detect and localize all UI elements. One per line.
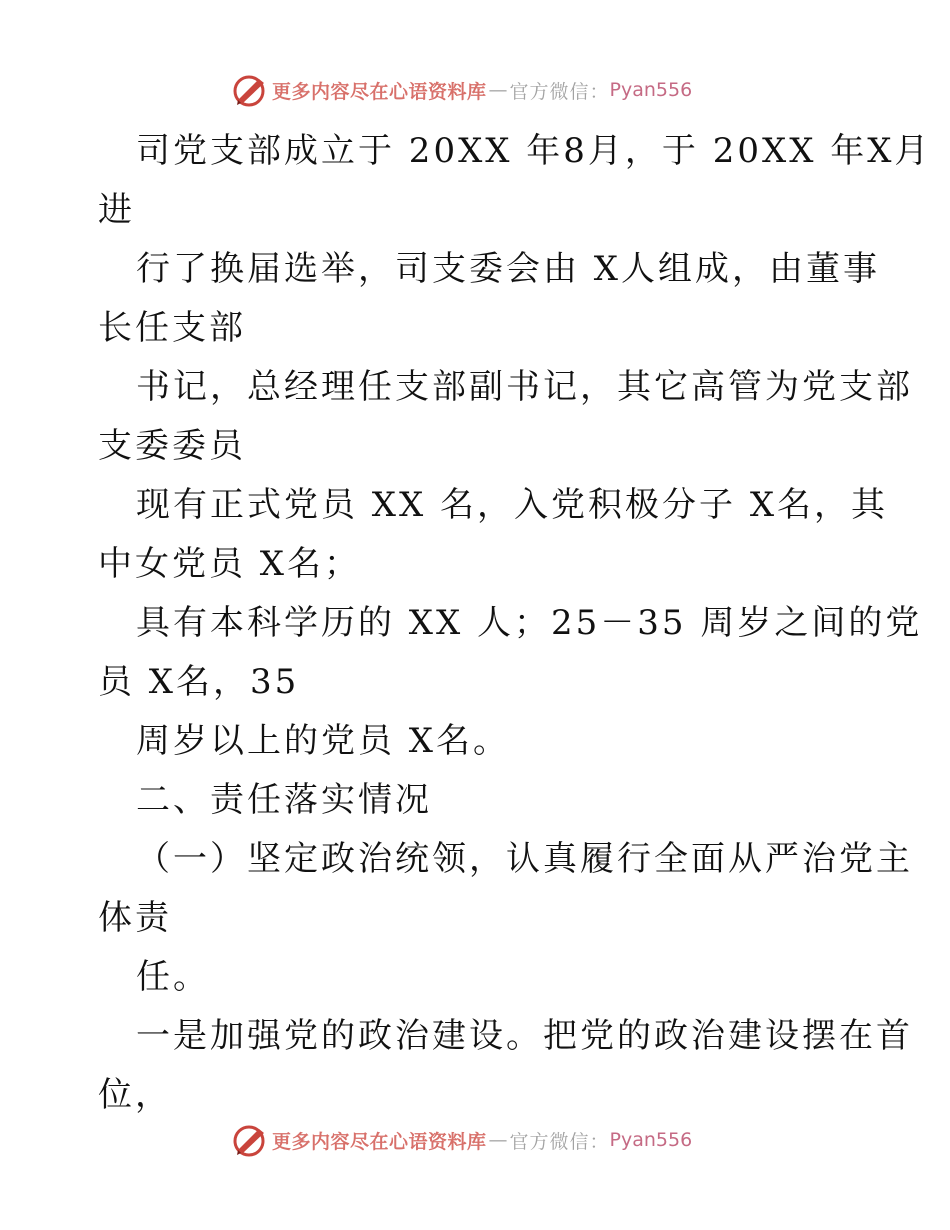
paragraph-continuation: 进 <box>98 190 135 230</box>
paragraph-first-line: 现有正式党员 XX 名，入党积极分子 X名，其 <box>136 485 889 525</box>
paragraph <box>98 240 881 358</box>
section-heading-text: 二、责任落实情况 <box>136 780 432 820</box>
header-banner <box>232 72 692 108</box>
banner-dash: — <box>488 1129 508 1151</box>
paragraph-first-line: 周岁以上的党员 X名。 <box>136 721 511 761</box>
pen-logo-icon <box>232 1122 268 1158</box>
banner-wechat-id: Pyan556 <box>609 79 693 101</box>
paragraph <box>98 1007 913 1125</box>
paragraph-first-line: 具有本科学历的 XX 人；25－35 周岁之间的党 <box>136 603 923 643</box>
paragraph-continuation: 支委委员 <box>98 426 246 466</box>
banner-wechat-id: Pyan556 <box>609 1129 693 1151</box>
paragraph-continuation: 员 X名，35 <box>98 662 300 702</box>
banner-dash: — <box>488 79 508 101</box>
paragraph-continuation: 位， <box>98 1075 172 1115</box>
paragraph <box>98 122 932 240</box>
paragraph <box>98 358 913 476</box>
section-heading <box>98 771 858 830</box>
paragraph <box>98 476 889 594</box>
paragraph-first-line: 行了换届选举，司支委会由 X人组成，由董事 <box>136 249 881 289</box>
pen-logo-icon <box>232 72 268 108</box>
footer-banner <box>232 1122 692 1158</box>
paragraph <box>98 594 923 712</box>
paragraph-first-line: 书记，总经理任支部副书记，其它高管为党支部 <box>136 367 913 407</box>
document-body <box>98 122 932 1125</box>
paragraph <box>98 712 858 771</box>
banner-wechat-label: 官方微信： <box>509 1130 610 1153</box>
paragraph-first-line: 司党支部成立于 20XX 年8月，于 20XX 年X月 <box>136 131 932 171</box>
banner-slogan: 更多内容尽在心语资料库 <box>272 80 487 103</box>
paragraph-first-line: （一）坚定政治统领，认真履行全面从严治党主 <box>136 839 913 879</box>
paragraph-first-line: 一是加强党的政治建设。把党的政治建设摆在首 <box>136 1016 913 1056</box>
paragraph-first-line: 任。 <box>136 957 210 997</box>
banner-slogan: 更多内容尽在心语资料库 <box>272 1130 487 1153</box>
banner-wechat-label: 官方微信： <box>509 80 610 103</box>
paragraph <box>98 948 858 1007</box>
paragraph-continuation: 中女党员 X名； <box>98 544 362 584</box>
subsection-heading <box>98 830 913 948</box>
paragraph-continuation: 体责 <box>98 898 172 938</box>
paragraph-continuation: 长任支部 <box>98 308 246 348</box>
